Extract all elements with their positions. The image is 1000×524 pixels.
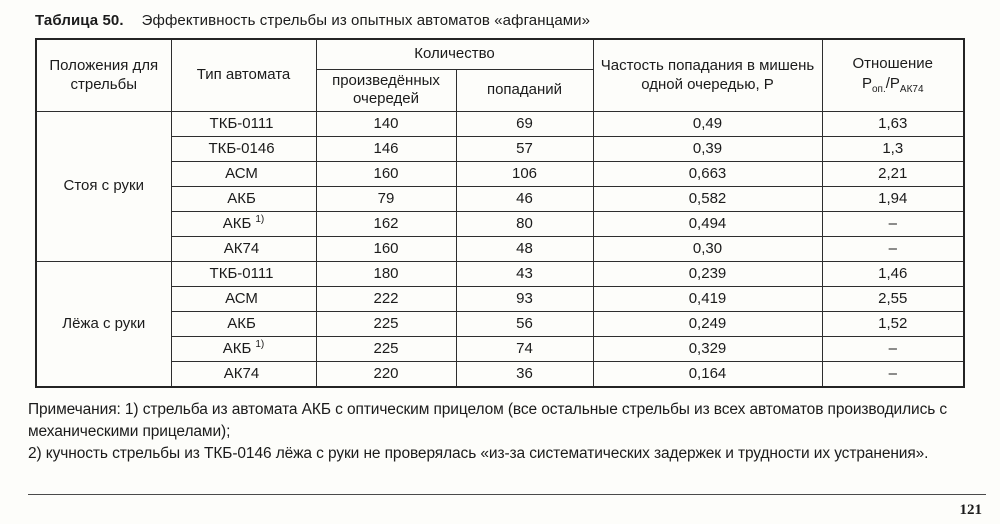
ratio-cell: – [822,362,964,387]
bursts-cell: 160 [316,237,456,262]
table-row [36,187,964,212]
col-header-type: Тип автомата [171,39,316,112]
col-header-quantity: Количество [316,39,593,69]
table-row [36,137,964,162]
rifle-type-cell [171,262,316,287]
rifle-type-label: АКБ [222,340,252,358]
ratio-header-formula [828,75,959,97]
ratio-sub-experimental: оп. [871,83,886,95]
rifle-type-label: АСМ [225,165,258,183]
position-cell-prone: Лёжа с руки [36,262,171,387]
col-header-bursts: произведённых очередей [316,69,456,112]
bursts-cell: 162 [316,212,456,237]
rifle-type-cell [171,312,316,337]
rifle-type-label: АКБ [222,215,252,233]
col-header-position: Положения для стрельбы [36,39,171,112]
header-row-top [36,39,964,69]
ratio-cell: 1,94 [822,187,964,212]
rifle-type-cell [171,212,316,237]
hits-cell: 48 [456,237,593,262]
ratio-sub-ak74: АК74 [899,83,924,95]
bursts-cell: 180 [316,262,456,287]
ratio-cell: 2,21 [822,162,964,187]
position-cell-standing: Стоя с руки [36,112,171,262]
rifle-type-label: АСМ [225,290,258,308]
col-header-hits: попаданий [456,69,593,112]
table-body [36,112,964,387]
table-caption-number: Таблица 50. [35,12,124,29]
frequency-cell: 0,164 [593,362,822,387]
rifle-type-cell [171,237,316,262]
rifle-type-label: ТКБ-0111 [209,115,274,133]
rifle-type-cell [171,112,316,137]
table-row [36,312,964,337]
frequency-cell: 0,30 [593,237,822,262]
page-number: 121 [959,502,982,518]
frequency-cell: 0,663 [593,162,822,187]
bursts-cell: 146 [316,137,456,162]
ratio-cell: – [822,212,964,237]
bursts-cell: 140 [316,112,456,137]
ratio-cell: 1,52 [822,312,964,337]
frequency-cell: 0,582 [593,187,822,212]
ratio-slash-p: /Р [885,74,900,92]
table-row [36,262,964,287]
note-ref-superscript: 1) [255,214,265,226]
ratio-cell: 1,46 [822,262,964,287]
ratio-cell: 2,55 [822,287,964,312]
hits-cell: 56 [456,312,593,337]
ratio-cell: 1,3 [822,137,964,162]
col-header-ratio [822,39,964,112]
ratio-p-experimental: Р [861,74,872,92]
frequency-cell: 0,39 [593,137,822,162]
frequency-cell: 0,49 [593,112,822,137]
frequency-cell: 0,249 [593,312,822,337]
rifle-type-label: АК74 [223,365,260,382]
rifle-type-label: АКБ [227,315,256,333]
rifle-type-label: ТКБ-0146 [208,140,275,158]
bursts-cell: 225 [316,312,456,337]
rifle-type-cell [171,162,316,187]
rifle-type-cell [171,337,316,362]
bursts-cell: 225 [316,337,456,362]
ratio-cell: – [822,337,964,362]
table-row [36,237,964,262]
table-row [36,162,964,187]
hits-cell: 46 [456,187,593,212]
frequency-cell: 0,419 [593,287,822,312]
rifle-type-cell [171,362,316,387]
table-caption [35,12,980,29]
rifle-type-label: АК74 [223,240,260,258]
bursts-cell: 222 [316,287,456,312]
ratio-header-label: Отношение [852,54,934,72]
hits-cell: 43 [456,262,593,287]
table-row [36,212,964,237]
bursts-cell: 220 [316,362,456,387]
bursts-cell: 160 [316,162,456,187]
note-ref-superscript: 1) [255,339,265,351]
rifle-type-cell [171,137,316,162]
hits-cell: 69 [456,112,593,137]
table-notes [28,399,980,465]
footer-divider [28,494,986,495]
frequency-cell: 0,239 [593,262,822,287]
rifle-type-cell [171,287,316,312]
rifle-type-label: ТКБ-0111 [209,265,274,283]
bursts-cell: 79 [316,187,456,212]
hits-cell: 57 [456,137,593,162]
frequency-cell: 0,329 [593,337,822,362]
note-line-2: 2) кучность стрельбы из ТКБ-0146 лёжа с руки не проверялась «из-за систематических задержек и трудности их устранения». [28,444,929,462]
note-line-1: Примечания: 1) стрельба из автомата АКБ с оптическим прицелом (все остальные стрельбы из всех автоматов производились с механическими прицелами); [28,400,948,440]
effectiveness-table [35,38,965,388]
frequency-cell: 0,494 [593,212,822,237]
table-row [36,337,964,362]
hits-cell: 74 [456,337,593,362]
table-row [36,362,964,387]
ratio-cell: – [822,237,964,262]
table-caption-text: Эффективность стрельбы из опытных автоматов «афганцами» [141,12,591,29]
hits-cell: 80 [456,212,593,237]
rifle-type-label: АКБ [227,190,256,208]
hits-cell: 106 [456,162,593,187]
hits-cell: 36 [456,362,593,387]
table-header [36,39,964,112]
ratio-cell: 1,63 [822,112,964,137]
col-header-frequency: Частость попадания в мишень одной очередью, Р [593,39,822,112]
rifle-type-cell [171,187,316,212]
table-row [36,112,964,137]
table-row [36,287,964,312]
hits-cell: 93 [456,287,593,312]
